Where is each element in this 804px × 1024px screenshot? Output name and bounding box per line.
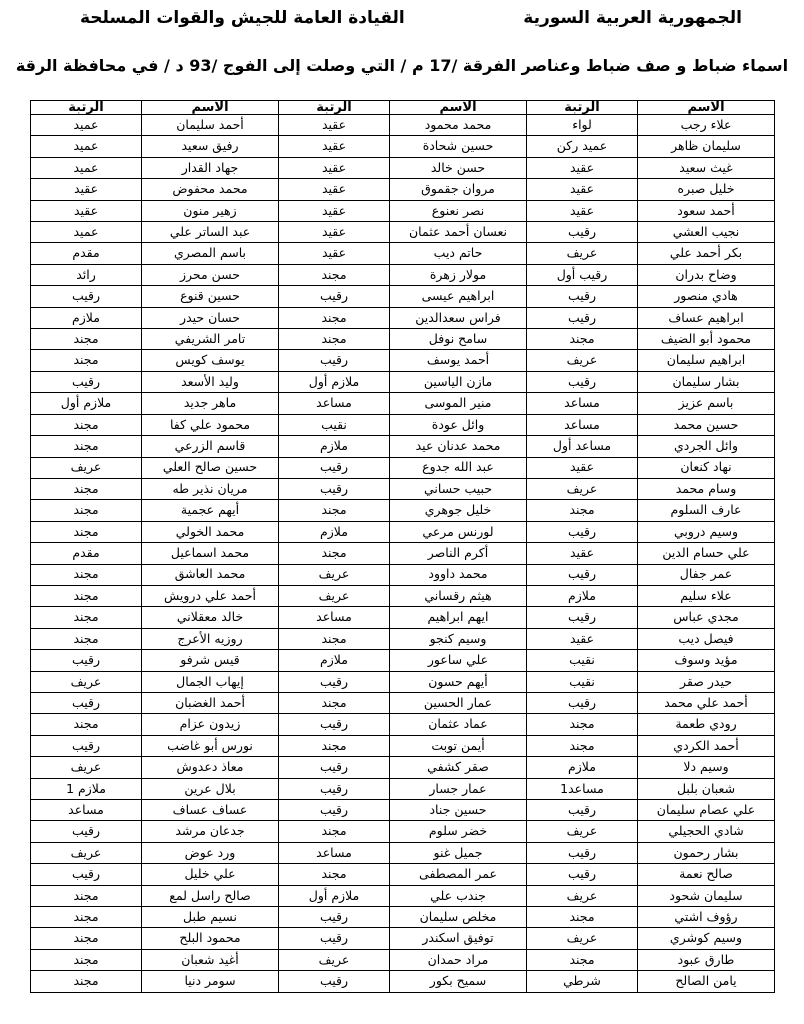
name-cell: وسيم كوشري: [638, 928, 775, 949]
rank-cell: مجند: [527, 714, 638, 735]
rank-cell: عريف: [279, 585, 390, 606]
name-cell: حبيب حساني: [390, 478, 527, 499]
name-cell: خليل جوهري: [390, 500, 527, 521]
rank-cell: رقيب: [31, 286, 142, 307]
header-country: الجمهورية العربية السورية: [523, 8, 742, 28]
rank-cell: رقيب: [527, 564, 638, 585]
name-cell: وضاح بدران: [638, 264, 775, 285]
table-row: [31, 607, 775, 628]
name-cell: حاتم ديب: [390, 243, 527, 264]
header-rank-3: الرتبة: [31, 101, 142, 115]
rank-cell: عقيد: [527, 457, 638, 478]
rank-cell: مساعد1: [527, 778, 638, 799]
name-cell: حيدر صقر: [638, 671, 775, 692]
table-row: [31, 521, 775, 542]
rank-cell: مجند: [279, 329, 390, 350]
rank-cell: عريف: [527, 478, 638, 499]
name-cell: سليمان ظاهر: [638, 136, 775, 157]
rank-cell: ملازم 1: [31, 778, 142, 799]
name-cell: وسيم دروبي: [638, 521, 775, 542]
rank-cell: مجند: [279, 692, 390, 713]
table-row: [31, 414, 775, 435]
rank-cell: عميد: [31, 222, 142, 243]
name-cell: سميح بكور: [390, 971, 527, 993]
name-cell: تامر الشريفي: [142, 329, 279, 350]
name-cell: مخلص سليمان: [390, 907, 527, 928]
name-cell: بشار سليمان: [638, 371, 775, 392]
table-row: [31, 928, 775, 949]
rank-cell: رقيب: [279, 928, 390, 949]
rank-cell: عريف: [279, 564, 390, 585]
header-rank-1: الرتبة: [527, 101, 638, 115]
rank-cell: عقيد: [279, 157, 390, 178]
rank-cell: رقيب: [527, 800, 638, 821]
table-row: [31, 329, 775, 350]
rank-cell: رقيب: [279, 907, 390, 928]
rank-cell: رقيب: [279, 778, 390, 799]
name-cell: مراد حمدان: [390, 949, 527, 970]
name-cell: طارق عبود: [638, 949, 775, 970]
table-row: [31, 735, 775, 756]
name-cell: أحمد الغضبان: [142, 692, 279, 713]
name-cell: جدعان مرشد: [142, 821, 279, 842]
name-cell: وسيم كنجو: [390, 628, 527, 649]
rank-cell: عقيد: [279, 115, 390, 136]
document-title: اسماء ضباط و صف ضباط وعناصر الفرقة /17 م / التي وصلت إلى الفوج /93 د / في محافظة الرقة: [15, 56, 789, 75]
name-cell: لورنس مرعي: [390, 521, 527, 542]
rank-cell: مساعد: [279, 607, 390, 628]
rank-cell: عقيد: [279, 200, 390, 221]
table-row: [31, 650, 775, 671]
name-cell: زيدون عزام: [142, 714, 279, 735]
header-rank-2: الرتبة: [279, 101, 390, 115]
table-row: [31, 885, 775, 906]
rank-cell: شرطي: [527, 971, 638, 993]
table-row: [31, 543, 775, 564]
name-cell: أحمد سعود: [638, 200, 775, 221]
rank-cell: مقدم: [31, 243, 142, 264]
name-cell: وسيم دلا: [638, 757, 775, 778]
rank-cell: عريف: [31, 457, 142, 478]
table-row: [31, 157, 775, 178]
name-cell: ورد عوض: [142, 842, 279, 863]
name-cell: نسيم طبل: [142, 907, 279, 928]
rank-cell: مجند: [279, 628, 390, 649]
name-cell: محمود علي كفا: [142, 414, 279, 435]
rank-cell: رقيب: [527, 692, 638, 713]
rank-cell: رقيب: [279, 350, 390, 371]
name-cell: يامن الصالح: [638, 971, 775, 993]
name-cell: رفيق سعيد: [142, 136, 279, 157]
name-cell: نعسان أحمد عثمان: [390, 222, 527, 243]
rank-cell: رقيب: [279, 757, 390, 778]
rank-cell: رقيب: [31, 650, 142, 671]
name-cell: حسن محرز: [142, 264, 279, 285]
table-row: [31, 307, 775, 328]
rank-cell: عريف: [31, 842, 142, 863]
table-row: [31, 457, 775, 478]
rank-cell: مجند: [31, 436, 142, 457]
rank-cell: عقيد: [527, 200, 638, 221]
rank-cell: رقيب: [279, 457, 390, 478]
name-cell: غيث سعيد: [638, 157, 775, 178]
name-cell: معاذ دعدوش: [142, 757, 279, 778]
rank-cell: مقدم: [31, 543, 142, 564]
rank-cell: ملازم: [527, 585, 638, 606]
name-cell: ابراهيم عيسى: [390, 286, 527, 307]
name-cell: حسين قنوع: [142, 286, 279, 307]
rank-cell: مجند: [279, 500, 390, 521]
name-cell: أيمن توبت: [390, 735, 527, 756]
rank-cell: رقيب: [279, 286, 390, 307]
table-row: [31, 115, 775, 136]
rank-cell: نقيب: [527, 650, 638, 671]
name-cell: توفيق اسكندر: [390, 928, 527, 949]
rank-cell: عريف: [31, 757, 142, 778]
name-cell: نصر نعنوع: [390, 200, 527, 221]
name-cell: زهير منون: [142, 200, 279, 221]
rank-cell: رقيب: [31, 821, 142, 842]
rank-cell: عقيد: [527, 543, 638, 564]
name-cell: أيهم عجمية: [142, 500, 279, 521]
name-cell: قيس شرفو: [142, 650, 279, 671]
name-cell: محمود البلح: [142, 928, 279, 949]
name-cell: فراس سعدالدين: [390, 307, 527, 328]
header-name-2: الاسم: [390, 101, 527, 115]
name-cell: صقر كشفي: [390, 757, 527, 778]
rank-cell: ملازم أول: [31, 393, 142, 414]
rank-cell: مساعد: [527, 393, 638, 414]
name-cell: بكر أحمد علي: [638, 243, 775, 264]
name-cell: نهاد كنعان: [638, 457, 775, 478]
rank-cell: ملازم: [279, 521, 390, 542]
rank-cell: عريف: [31, 671, 142, 692]
name-cell: صالح راسل لمع: [142, 885, 279, 906]
name-cell: يوسف كويس: [142, 350, 279, 371]
rank-cell: عميد: [31, 136, 142, 157]
rank-cell: عريف: [527, 928, 638, 949]
rank-cell: رقيب: [279, 671, 390, 692]
name-cell: محمود أبو الضيف: [638, 329, 775, 350]
name-cell: نجيب العشي: [638, 222, 775, 243]
rank-cell: رائد: [31, 264, 142, 285]
rank-cell: رقيب: [527, 286, 638, 307]
name-cell: أحمد سليمان: [142, 115, 279, 136]
rank-cell: ملازم: [279, 436, 390, 457]
table-row: [31, 907, 775, 928]
rank-cell: مساعد: [279, 842, 390, 863]
rank-cell: مجند: [31, 521, 142, 542]
rank-cell: رقيب: [31, 371, 142, 392]
table-row: [31, 200, 775, 221]
name-cell: حسان حيدر: [142, 307, 279, 328]
table-row: [31, 757, 775, 778]
name-cell: علاء رجب: [638, 115, 775, 136]
rank-cell: مجند: [279, 821, 390, 842]
name-cell: إيهاب الجمال: [142, 671, 279, 692]
name-cell: صالح نعمة: [638, 864, 775, 885]
name-cell: أغيد شعبان: [142, 949, 279, 970]
rank-cell: مساعد: [527, 414, 638, 435]
rank-cell: رقيب: [279, 714, 390, 735]
name-cell: عمر المصطفى: [390, 864, 527, 885]
name-cell: أحمد علي درويش: [142, 585, 279, 606]
header-name-1: الاسم: [638, 101, 775, 115]
rank-cell: ملازم أول: [279, 885, 390, 906]
rank-cell: عقيد: [279, 243, 390, 264]
rank-cell: مجند: [31, 949, 142, 970]
name-cell: أحمد الكردي: [638, 735, 775, 756]
name-cell: سامح نوفل: [390, 329, 527, 350]
table-row: [31, 286, 775, 307]
rank-cell: ملازم أول: [279, 371, 390, 392]
rank-cell: مجند: [31, 607, 142, 628]
rank-cell: ملازم: [31, 307, 142, 328]
table-row: [31, 800, 775, 821]
name-cell: منير الموسى: [390, 393, 527, 414]
rank-cell: ملازم: [279, 650, 390, 671]
table-row: [31, 564, 775, 585]
name-cell: رؤوف اشتي: [638, 907, 775, 928]
name-cell: خالد معقلاني: [142, 607, 279, 628]
name-cell: وليد الأسعد: [142, 371, 279, 392]
name-cell: عارف السلوم: [638, 500, 775, 521]
rank-cell: رقيب: [31, 692, 142, 713]
rank-cell: عقيد: [527, 628, 638, 649]
table-row: [31, 714, 775, 735]
rank-cell: عقيد: [279, 136, 390, 157]
name-cell: ايهم ابراهيم: [390, 607, 527, 628]
table-row: [31, 671, 775, 692]
rank-cell: رقيب: [527, 371, 638, 392]
rank-cell: رقيب: [527, 307, 638, 328]
rank-cell: مجند: [31, 564, 142, 585]
rank-cell: رقيب: [527, 607, 638, 628]
table-row: [31, 864, 775, 885]
name-cell: خليل صبره: [638, 179, 775, 200]
name-cell: أحمد يوسف: [390, 350, 527, 371]
rank-cell: مجند: [31, 907, 142, 928]
name-cell: فيصل ديب: [638, 628, 775, 649]
table-row: [31, 500, 775, 521]
rank-cell: رقيب: [527, 842, 638, 863]
rank-cell: عقيد: [31, 179, 142, 200]
table-row: [31, 179, 775, 200]
rank-cell: مجند: [31, 885, 142, 906]
table-row: [31, 243, 775, 264]
name-cell: نورس أبو غاضب: [142, 735, 279, 756]
name-cell: علاء سليم: [638, 585, 775, 606]
rank-cell: عقيد: [279, 179, 390, 200]
rank-cell: رقيب: [527, 864, 638, 885]
name-cell: عمر جفال: [638, 564, 775, 585]
rank-cell: عميد: [31, 157, 142, 178]
rank-cell: مجند: [279, 264, 390, 285]
name-cell: ماهر جديد: [142, 393, 279, 414]
table-row: [31, 585, 775, 606]
name-cell: بشار رحمون: [638, 842, 775, 863]
rank-cell: رقيب: [527, 222, 638, 243]
rank-cell: نقيب: [527, 671, 638, 692]
name-cell: حسين محمد: [638, 414, 775, 435]
rank-cell: مجند: [31, 414, 142, 435]
name-cell: حسن خالد: [390, 157, 527, 178]
table-header-row: [31, 101, 775, 115]
table-row: [31, 371, 775, 392]
rank-cell: رقيب: [279, 800, 390, 821]
name-cell: عبد الساتر علي: [142, 222, 279, 243]
rank-cell: عقيد: [279, 222, 390, 243]
table-row: [31, 350, 775, 371]
name-cell: محمد العاشق: [142, 564, 279, 585]
rank-cell: عقيد: [31, 200, 142, 221]
name-cell: حسين شحادة: [390, 136, 527, 157]
name-cell: سومر دنيا: [142, 971, 279, 993]
table-row: [31, 264, 775, 285]
rank-cell: رقيب أول: [527, 264, 638, 285]
name-cell: محمد عدنان عيد: [390, 436, 527, 457]
name-cell: محمد محمود: [390, 115, 527, 136]
name-cell: حسين صالح العلي: [142, 457, 279, 478]
name-cell: مؤيد وسوف: [638, 650, 775, 671]
rank-cell: رقيب: [527, 521, 638, 542]
name-cell: علي خليل: [142, 864, 279, 885]
rank-cell: مساعد: [279, 393, 390, 414]
rank-cell: عقيد: [527, 157, 638, 178]
name-cell: رودي طعمة: [638, 714, 775, 735]
name-cell: حسين جناد: [390, 800, 527, 821]
table-row: [31, 222, 775, 243]
table-row: [31, 478, 775, 499]
name-cell: روزيه الأعرج: [142, 628, 279, 649]
table-row: [31, 692, 775, 713]
personnel-table: [30, 100, 775, 993]
name-cell: محمد الخولي: [142, 521, 279, 542]
header-name-3: الاسم: [142, 101, 279, 115]
rank-cell: رقيب: [279, 478, 390, 499]
name-cell: باسم عزيز: [638, 393, 775, 414]
rank-cell: مجند: [527, 500, 638, 521]
name-cell: ابراهيم سليمان: [638, 350, 775, 371]
rank-cell: عريف: [527, 885, 638, 906]
rank-cell: لواء: [527, 115, 638, 136]
name-cell: وسام محمد: [638, 478, 775, 499]
rank-cell: مجند: [527, 329, 638, 350]
rank-cell: مجند: [279, 307, 390, 328]
name-cell: عمار جسار: [390, 778, 527, 799]
name-cell: جميل غنو: [390, 842, 527, 863]
rank-cell: عقيد: [527, 179, 638, 200]
table-row: [31, 821, 775, 842]
name-cell: أيهم حسون: [390, 671, 527, 692]
name-cell: محمد داوود: [390, 564, 527, 585]
name-cell: علي حسام الدين: [638, 543, 775, 564]
name-cell: علي ساعور: [390, 650, 527, 671]
rank-cell: مجند: [31, 500, 142, 521]
header-command: القيادة العامة للجيش والقوات المسلحة: [80, 8, 405, 28]
rank-cell: عريف: [527, 243, 638, 264]
name-cell: مروان جقموق: [390, 179, 527, 200]
name-cell: عماد عثمان: [390, 714, 527, 735]
rank-cell: مساعد: [31, 800, 142, 821]
name-cell: هادي منصور: [638, 286, 775, 307]
name-cell: مولار زهرة: [390, 264, 527, 285]
table-row: [31, 971, 775, 993]
rank-cell: مجند: [279, 543, 390, 564]
rank-cell: رقيب: [31, 864, 142, 885]
rank-cell: عريف: [527, 821, 638, 842]
table-row: [31, 136, 775, 157]
name-cell: محمد محفوض: [142, 179, 279, 200]
rank-cell: عميد: [31, 115, 142, 136]
name-cell: هيثم رقساني: [390, 585, 527, 606]
table-row: [31, 393, 775, 414]
table-row: [31, 949, 775, 970]
rank-cell: رقيب: [279, 971, 390, 993]
name-cell: مجدي عباس: [638, 607, 775, 628]
rank-cell: مجند: [31, 971, 142, 993]
rank-cell: رقيب: [31, 735, 142, 756]
rank-cell: مجند: [527, 907, 638, 928]
name-cell: أحمد علي محمد: [638, 692, 775, 713]
rank-cell: مجند: [31, 350, 142, 371]
rank-cell: مجند: [527, 949, 638, 970]
name-cell: عساف عساف: [142, 800, 279, 821]
name-cell: علي عصام سليمان: [638, 800, 775, 821]
name-cell: وائل الجردي: [638, 436, 775, 457]
rank-cell: مجند: [31, 714, 142, 735]
rank-cell: مجند: [527, 735, 638, 756]
name-cell: أكرم الناصر: [390, 543, 527, 564]
name-cell: جندب علي: [390, 885, 527, 906]
rank-cell: مجند: [279, 735, 390, 756]
name-cell: قاسم الزرعي: [142, 436, 279, 457]
table-row: [31, 842, 775, 863]
rank-cell: مجند: [31, 928, 142, 949]
rank-cell: مجند: [31, 585, 142, 606]
table-row: [31, 628, 775, 649]
table-row: [31, 436, 775, 457]
name-cell: جهاد القدار: [142, 157, 279, 178]
rank-cell: مجند: [31, 628, 142, 649]
rank-cell: مساعد أول: [527, 436, 638, 457]
name-cell: مازن الياسين: [390, 371, 527, 392]
rank-cell: مجند: [279, 864, 390, 885]
rank-cell: نقيب: [279, 414, 390, 435]
name-cell: بلال عرين: [142, 778, 279, 799]
name-cell: باسم المصري: [142, 243, 279, 264]
rank-cell: مجند: [31, 478, 142, 499]
rank-cell: عريف: [279, 949, 390, 970]
name-cell: ابراهيم عساف: [638, 307, 775, 328]
name-cell: محمد اسماعيل: [142, 543, 279, 564]
name-cell: عبد الله جدوع: [390, 457, 527, 478]
name-cell: شعبان بلبل: [638, 778, 775, 799]
name-cell: عمار الحسين: [390, 692, 527, 713]
rank-cell: مجند: [31, 329, 142, 350]
name-cell: سليمان شحود: [638, 885, 775, 906]
name-cell: شادي الحجيلي: [638, 821, 775, 842]
table-row: [31, 778, 775, 799]
rank-cell: ملازم: [527, 757, 638, 778]
rank-cell: عميد ركن: [527, 136, 638, 157]
rank-cell: عريف: [527, 350, 638, 371]
name-cell: خضر سلوم: [390, 821, 527, 842]
name-cell: مريان نذير طه: [142, 478, 279, 499]
name-cell: وائل عودة: [390, 414, 527, 435]
